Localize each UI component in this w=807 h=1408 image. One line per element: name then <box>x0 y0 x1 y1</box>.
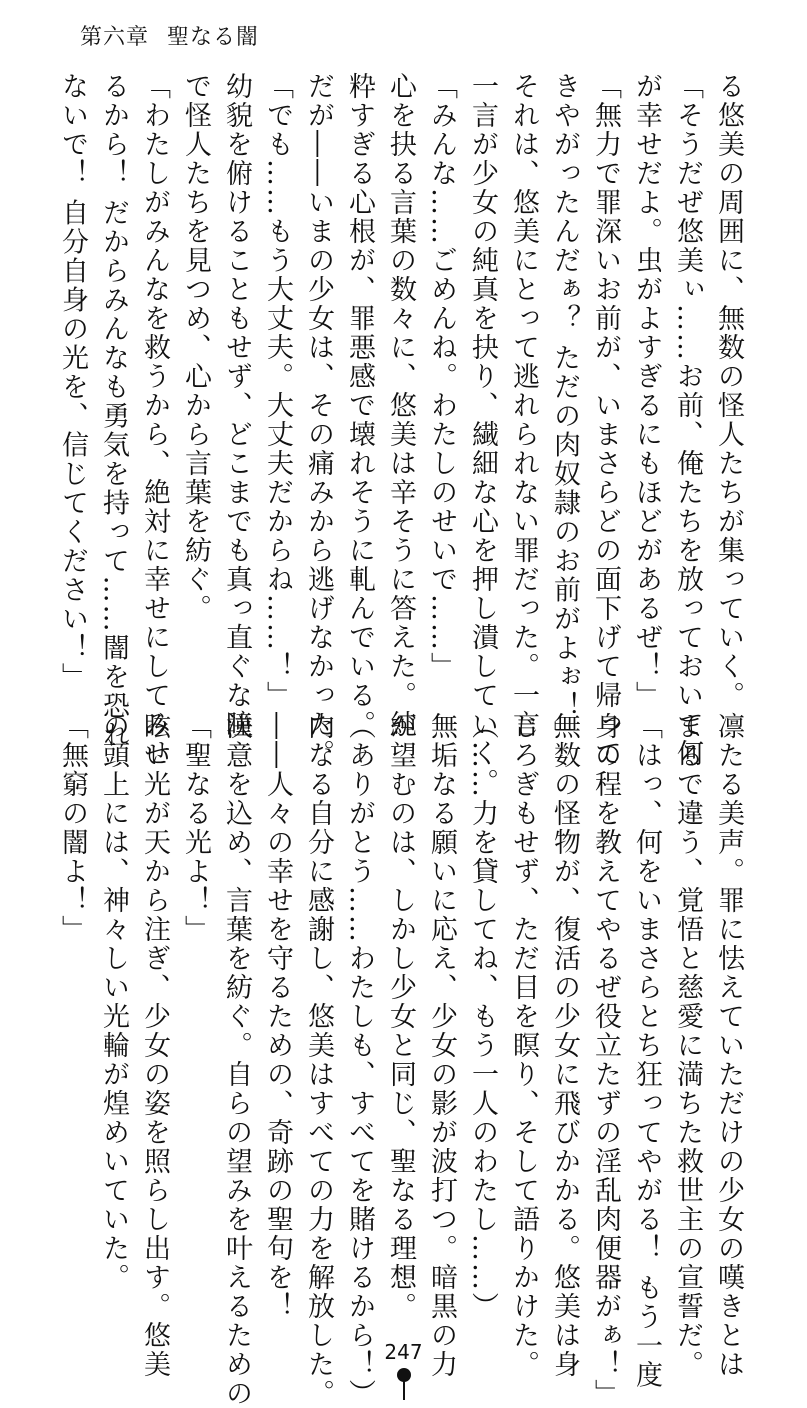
text-line: じろぎもせず、ただ目を瞑り、そして語りかけた。 <box>508 712 539 1379</box>
text-line: の頭上には、神々しい光輪が煌めいていた。 <box>98 712 129 1292</box>
text-line: 身の程を教えてやるぜ役立たずの淫乱肉便器がぁ！」 <box>590 712 621 1408</box>
text-line: ――人々の幸せを守るための、奇跡の聖句を！ <box>262 712 293 1321</box>
text-line: 「無窮の闇よ！」 <box>57 712 88 944</box>
text-line: 「無力で罪深いお前が、いまさらどの面下げて帰って <box>590 72 621 768</box>
running-head <box>80 20 259 51</box>
text-line: 心を抉る言葉の数々に、悠美は辛そうに答えた。純 <box>385 72 416 739</box>
text-line: 幼貌を俯けることもせず、どこまでも真っ直ぐな瞳 <box>221 72 252 739</box>
text-line: 決意を込め、言葉を紡ぐ。自らの望みを叶えるための <box>221 712 252 1408</box>
text-line: 粋すぎる心根が、罪悪感で壊れそうに軋んでいる。 <box>344 72 375 739</box>
text-line: それは、悠美にとって逃れられない罪だった。一言 <box>508 72 539 739</box>
text-line: まるで違う、覚悟と慈愛に満ちた救世主の宣誓だ。 <box>672 712 703 1379</box>
text-line: 「聖なる光よ！」 <box>180 712 211 944</box>
text-line: （……力を貸してね、もう一人のわたし……） <box>467 712 498 1321</box>
text-line: 「はっ、何をいまさらとち狂ってやがる！ もう一度 <box>631 712 662 1390</box>
text-line: ないで！ 自分自身の光を、信じてください！」 <box>57 72 88 692</box>
text-line: （ありがとう……わたしも、すべてを賭けるから！） <box>344 712 375 1408</box>
text-line: 「そうだぜ悠美ぃ……お前、俺たちを放っておいて何 <box>672 72 703 768</box>
text-line: 無垢なる願いに応え、少女の影が波打つ。暗黒の力 <box>426 712 457 1379</box>
folio-rule-ornament <box>403 1380 405 1400</box>
text-line: 眩い光が天から注ぎ、少女の姿を照らし出す。悠美 <box>139 712 170 1379</box>
text-block-top <box>52 72 749 797</box>
text-line: で怪人たちを見つめ、心から言葉を紡ぐ。 <box>180 72 211 623</box>
text-line: だが――いまの少女は、その痛みから逃げなかった。 <box>303 72 334 768</box>
text-line: が望むのは、しかし少女と同じ、聖なる理想。 <box>385 712 416 1321</box>
text-line: 「わたしがみんなを救うから、絶対に幸せにしてみせ <box>139 72 170 768</box>
page-number: 247 <box>384 1340 423 1364</box>
text-line: きやがったんだぁ？ ただの肉奴隷のお前がよぉ！」 <box>549 72 580 750</box>
text-line: 凛たる美声。罪に怯えていただけの少女の嘆きとは <box>713 712 744 1379</box>
text-line: る悠美の周囲に、無数の怪人たちが集っていく。 <box>713 72 744 710</box>
chapter-title: 聖なる闇 <box>167 25 260 50</box>
text-line: るから！ だからみんなも勇気を持って……闇を恐れ <box>98 72 129 750</box>
text-line: 一言が少女の純真を抉り、繊細な心を押し潰していく。 <box>467 72 498 797</box>
text-line: 無数の怪物が、復活の少女に飛びかかる。悠美は身 <box>549 712 580 1379</box>
text-line: が幸せだよ。虫がよすぎるにもほどがあるぜ！」 <box>631 72 662 710</box>
text-line: 「みんな……ごめんね。わたしのせいで……」 <box>426 72 457 681</box>
text-line: 内なる自分に感謝し、悠美はすべての力を解放した。 <box>303 712 334 1408</box>
text-line: 「でも……もう大丈夫。大丈夫だからね……！」 <box>262 72 293 710</box>
chapter-number: 第六章 <box>80 25 150 50</box>
